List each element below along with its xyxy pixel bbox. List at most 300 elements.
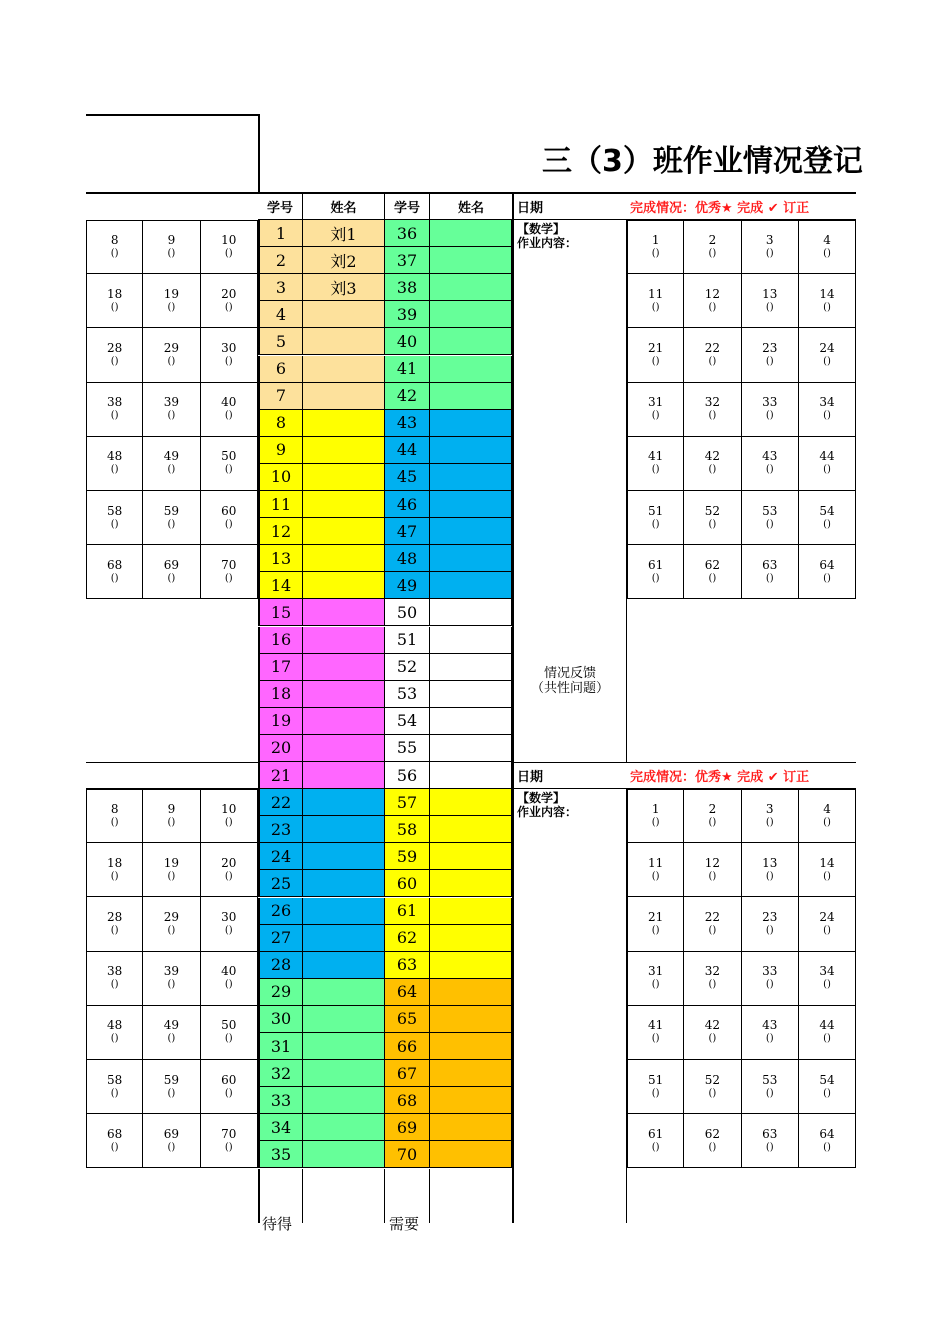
- mark-slot[interactable]: (): [224, 979, 233, 991]
- student-cell-right: [684, 491, 741, 545]
- student-number: 54: [819, 1072, 835, 1087]
- student-number: 38: [107, 964, 123, 979]
- mark-slot[interactable]: (): [167, 1033, 176, 1045]
- student-cell-left: [201, 545, 258, 599]
- mark-slot[interactable]: (): [651, 464, 660, 476]
- student-number: 40: [221, 395, 237, 410]
- student-number: 58: [107, 503, 123, 518]
- student-number: 51: [648, 1072, 664, 1087]
- roster-id: 13: [258, 545, 303, 572]
- mark-slot[interactable]: (): [167, 1087, 176, 1099]
- roster-id: 12: [258, 518, 303, 545]
- student-cell-right: [684, 789, 741, 843]
- student-number: 10: [221, 233, 237, 248]
- roster-id: 6: [258, 356, 303, 383]
- roster-name: [303, 491, 385, 518]
- roster-id: 8: [258, 410, 303, 437]
- student-cell-right: [627, 897, 684, 951]
- roster-id: 46: [385, 491, 430, 518]
- student-number: 32: [704, 964, 721, 979]
- roster-name: [303, 762, 385, 789]
- mark-slot[interactable]: (): [765, 1033, 774, 1045]
- student-cell-right: [799, 220, 856, 274]
- student-cell-right: [799, 1114, 856, 1168]
- mark-slot[interactable]: (): [224, 817, 233, 829]
- student-cell-right: [684, 897, 741, 951]
- student-cell-right: [799, 383, 856, 437]
- homework-subject: 【数学】: [517, 222, 566, 236]
- mark-slot[interactable]: (): [823, 1033, 831, 1045]
- roster-id: 44: [385, 437, 430, 464]
- student-number: 29: [163, 909, 180, 924]
- roster-id: 57: [385, 789, 430, 816]
- student-number: 24: [819, 340, 835, 355]
- student-number: 10: [221, 802, 237, 817]
- roster-name: [303, 870, 385, 897]
- roster-name: 刘3: [303, 274, 385, 301]
- mark-slot[interactable]: (): [110, 464, 119, 476]
- roster-id: 16: [258, 627, 303, 654]
- mark-slot[interactable]: (): [823, 572, 831, 584]
- student-cell-right: [684, 220, 741, 274]
- student-number: 21: [648, 909, 664, 924]
- homework-content-box: [512, 789, 627, 1169]
- roster-id: 17: [258, 654, 303, 681]
- mark-slot[interactable]: (): [708, 1087, 717, 1099]
- student-number: 42: [704, 449, 721, 464]
- mark-slot[interactable]: (): [823, 870, 831, 882]
- mark-slot[interactable]: (): [708, 572, 717, 584]
- roster-name: [303, 816, 385, 843]
- mark-slot[interactable]: (): [765, 979, 774, 991]
- mark-slot[interactable]: (): [823, 248, 831, 260]
- roster-id: 52: [385, 654, 430, 681]
- mark-slot[interactable]: (): [823, 410, 831, 422]
- feedback-input-area: [627, 600, 856, 762]
- student-cell-right: [799, 545, 856, 599]
- student-cell-left: [143, 437, 200, 491]
- student-cell-left: [86, 491, 143, 545]
- cut-off-text-left: 待得: [262, 1215, 293, 1233]
- student-number: 32: [704, 395, 721, 410]
- student-cell-left: [201, 952, 258, 1006]
- roster-name: [430, 1087, 512, 1114]
- feedback-box: [512, 600, 627, 762]
- mark-slot[interactable]: (): [823, 301, 831, 313]
- student-number: 24: [819, 909, 835, 924]
- roster-id: 35: [258, 1141, 303, 1168]
- roster-id: 33: [258, 1087, 303, 1114]
- mark-slot[interactable]: (): [823, 1141, 831, 1153]
- student-number: 13: [762, 855, 778, 870]
- mark-slot[interactable]: (): [651, 817, 660, 829]
- student-number: 18: [107, 855, 123, 870]
- student-cell-left: [143, 952, 200, 1006]
- mark-slot[interactable]: (): [765, 410, 774, 422]
- mark-slot[interactable]: (): [708, 301, 717, 313]
- roster-name: [303, 301, 385, 328]
- roster-name: [303, 464, 385, 491]
- student-cell-left: [143, 897, 200, 951]
- mark-slot[interactable]: (): [224, 870, 233, 882]
- student-number: 41: [648, 449, 664, 464]
- roster-id: 41: [385, 356, 430, 383]
- mark-slot[interactable]: (): [110, 248, 119, 260]
- student-cell-right: [742, 328, 799, 382]
- mark-slot[interactable]: (): [765, 870, 774, 882]
- roster-id: 5: [258, 328, 303, 355]
- student-cell-left: [143, 274, 200, 328]
- student-cell-left: [201, 843, 258, 897]
- mark-slot[interactable]: (): [823, 817, 831, 829]
- mark-slot[interactable]: (): [167, 301, 176, 313]
- mark-slot[interactable]: (): [224, 924, 233, 936]
- mark-slot[interactable]: (): [224, 1033, 233, 1045]
- roster-id: 60: [385, 870, 430, 897]
- student-number: 21: [648, 340, 664, 355]
- mark-slot[interactable]: (): [765, 248, 774, 260]
- roster-name: [430, 708, 512, 735]
- student-number: 3: [765, 233, 774, 248]
- roster-id: 9: [258, 437, 303, 464]
- student-cell-right: [742, 545, 799, 599]
- student-cell-right: [742, 383, 799, 437]
- mark-slot[interactable]: (): [167, 870, 176, 882]
- mark-slot[interactable]: (): [167, 572, 176, 584]
- student-cell-right: [742, 1006, 799, 1060]
- mark-slot[interactable]: (): [651, 248, 660, 260]
- student-number: 44: [819, 1018, 835, 1033]
- student-cell-left: [143, 491, 200, 545]
- roster-name: [430, 599, 512, 626]
- mark-slot[interactable]: (): [110, 1141, 119, 1153]
- header-id-1: 学号: [258, 193, 303, 220]
- mark-slot[interactable]: (): [765, 1087, 774, 1099]
- roster-name: [430, 979, 512, 1006]
- student-cell-right: [627, 274, 684, 328]
- mark-slot[interactable]: (): [110, 572, 119, 584]
- roster-id: 67: [385, 1060, 430, 1087]
- roster-name: [303, 599, 385, 626]
- mark-slot[interactable]: (): [224, 572, 233, 584]
- student-number: 33: [762, 395, 778, 410]
- mark-slot[interactable]: (): [765, 301, 774, 313]
- mark-slot[interactable]: (): [708, 870, 717, 882]
- roster-name: [303, 1033, 385, 1060]
- student-cell-left: [86, 437, 143, 491]
- roster-name: [430, 220, 512, 247]
- roster-id: 42: [385, 383, 430, 410]
- roster-id: 70: [385, 1141, 430, 1168]
- mark-slot[interactable]: (): [224, 301, 233, 313]
- feedback-label: 情况反馈: [543, 666, 596, 681]
- roster-name: [430, 328, 512, 355]
- student-number: 60: [221, 1072, 237, 1087]
- student-number: 23: [762, 909, 778, 924]
- student-number: 69: [163, 557, 180, 572]
- mark-slot[interactable]: (): [708, 518, 717, 530]
- mark-slot[interactable]: (): [708, 817, 717, 829]
- roster-id: 58: [385, 816, 430, 843]
- roster-id: 10: [258, 464, 303, 491]
- mark-slot[interactable]: (): [651, 924, 660, 936]
- roster-name: [430, 572, 512, 599]
- student-number: 22: [704, 340, 721, 355]
- mark-slot[interactable]: (): [110, 518, 119, 530]
- roster-id: 11: [258, 491, 303, 518]
- mark-slot[interactable]: (): [765, 518, 774, 530]
- mark-slot[interactable]: (): [167, 518, 176, 530]
- roster-id: 40: [385, 328, 430, 355]
- student-number: 12: [704, 286, 721, 301]
- student-cell-right: [627, 1060, 684, 1114]
- roster-name: [303, 735, 385, 762]
- mark-slot[interactable]: (): [110, 410, 119, 422]
- roster-name: [430, 437, 512, 464]
- student-cell-right: [684, 1006, 741, 1060]
- student-cell-left: [143, 383, 200, 437]
- roster-name: [430, 383, 512, 410]
- mark-slot[interactable]: (): [167, 355, 176, 367]
- mark-slot[interactable]: (): [823, 355, 831, 367]
- student-number: 39: [163, 395, 180, 410]
- mark-slot[interactable]: (): [651, 1033, 660, 1045]
- student-cell-right: [742, 274, 799, 328]
- mark-slot[interactable]: (): [110, 301, 119, 313]
- mark-slot[interactable]: (): [651, 870, 660, 882]
- student-number: 48: [107, 1018, 123, 1033]
- student-cell-right: [627, 328, 684, 382]
- roster-id: 47: [385, 518, 430, 545]
- student-number: 30: [221, 340, 237, 355]
- student-number: 4: [823, 802, 831, 817]
- student-cell-left: [86, 545, 143, 599]
- status-legend: 完成情况：优秀★ 完成 ✔ 订正: [627, 762, 856, 789]
- student-cell-right: [742, 789, 799, 843]
- homework-content-label: 作业内容：: [517, 236, 578, 250]
- mark-slot[interactable]: (): [167, 817, 176, 829]
- mark-slot[interactable]: (): [651, 301, 660, 313]
- student-cell-left: [86, 789, 143, 843]
- feedback-sublabel: （共性问题）: [530, 681, 609, 696]
- mark-slot[interactable]: (): [765, 1141, 774, 1153]
- mark-slot[interactable]: (): [224, 1141, 233, 1153]
- student-cell-left: [201, 383, 258, 437]
- student-cell-right: [684, 952, 741, 1006]
- roster-id: 18: [258, 681, 303, 708]
- student-number: 34: [819, 964, 835, 979]
- mark-slot[interactable]: (): [708, 979, 717, 991]
- student-cell-right: [799, 952, 856, 1006]
- student-number: 2: [708, 802, 717, 817]
- roster-name: 刘2: [303, 247, 385, 274]
- mark-slot[interactable]: (): [651, 1087, 660, 1099]
- mark-slot[interactable]: (): [708, 248, 717, 260]
- student-number: 49: [163, 449, 180, 464]
- mark-slot[interactable]: (): [651, 518, 660, 530]
- mark-slot[interactable]: (): [224, 518, 233, 530]
- roster-name: [303, 843, 385, 870]
- student-number: 31: [648, 964, 664, 979]
- student-number: 64: [819, 1126, 835, 1141]
- mark-slot[interactable]: (): [765, 924, 774, 936]
- student-cell-left: [86, 897, 143, 951]
- student-cell-left: [143, 1060, 200, 1114]
- roster-id: 62: [385, 925, 430, 952]
- mark-slot[interactable]: (): [823, 924, 831, 936]
- roster-name: [430, 274, 512, 301]
- roster-name: [430, 627, 512, 654]
- mark-slot[interactable]: (): [765, 464, 774, 476]
- mark-slot[interactable]: (): [167, 410, 176, 422]
- student-cell-right: [799, 843, 856, 897]
- student-number: 59: [163, 1072, 180, 1087]
- student-cell-right: [627, 491, 684, 545]
- mark-slot[interactable]: (): [110, 1033, 119, 1045]
- mark-slot[interactable]: (): [110, 355, 119, 367]
- mark-slot[interactable]: (): [224, 1087, 233, 1099]
- student-cell-left: [201, 789, 258, 843]
- roster-name: [430, 545, 512, 572]
- student-cell-left: [86, 843, 143, 897]
- student-number: 11: [648, 286, 664, 301]
- mark-slot[interactable]: (): [708, 355, 717, 367]
- mark-slot[interactable]: (): [110, 870, 119, 882]
- student-number: 11: [648, 855, 664, 870]
- mark-slot[interactable]: (): [167, 924, 176, 936]
- roster-id: 4: [258, 301, 303, 328]
- student-number: 2: [708, 233, 717, 248]
- mark-slot[interactable]: (): [823, 518, 831, 530]
- roster-id: 3: [258, 274, 303, 301]
- student-cell-right: [742, 491, 799, 545]
- student-cell-right: [627, 545, 684, 599]
- mark-slot[interactable]: (): [651, 410, 660, 422]
- roster-id: 68: [385, 1087, 430, 1114]
- mark-slot[interactable]: (): [708, 464, 717, 476]
- student-cell-left: [143, 789, 200, 843]
- cut-off-text-right: 需要: [389, 1215, 420, 1233]
- student-number: 22: [704, 909, 721, 924]
- roster-id: 53: [385, 681, 430, 708]
- mark-slot[interactable]: (): [167, 464, 176, 476]
- mark-slot[interactable]: (): [823, 1087, 831, 1099]
- student-cell-right: [627, 789, 684, 843]
- roster-id: 28: [258, 952, 303, 979]
- homework-extra-cell: [512, 1169, 627, 1223]
- mark-slot[interactable]: (): [110, 924, 119, 936]
- roster-id: 7: [258, 383, 303, 410]
- roster-name: [303, 518, 385, 545]
- mark-slot[interactable]: (): [224, 355, 233, 367]
- roster-id: 32: [258, 1060, 303, 1087]
- mark-slot[interactable]: (): [167, 248, 176, 260]
- roster-id: 56: [385, 762, 430, 789]
- student-number: 8: [110, 233, 119, 248]
- student-number: 63: [762, 1126, 778, 1141]
- roster-id: 31: [258, 1033, 303, 1060]
- mark-slot[interactable]: (): [224, 464, 233, 476]
- student-number: 33: [762, 964, 778, 979]
- roster-id: 36: [385, 220, 430, 247]
- mark-slot[interactable]: (): [823, 979, 831, 991]
- roster-id: 49: [385, 572, 430, 599]
- roster-name: [430, 356, 512, 383]
- mark-slot[interactable]: (): [823, 464, 831, 476]
- student-cell-left: [201, 220, 258, 274]
- header-name-2: 姓名: [430, 193, 512, 220]
- mark-slot[interactable]: (): [110, 817, 119, 829]
- mark-slot[interactable]: (): [167, 1141, 176, 1153]
- roster-name: 刘1: [303, 220, 385, 247]
- roster-id: 30: [258, 1006, 303, 1033]
- roster-name: [430, 843, 512, 870]
- roster-id: 29: [258, 979, 303, 1006]
- roster-name: [303, 925, 385, 952]
- student-cell-right: [742, 843, 799, 897]
- student-number: 44: [819, 449, 835, 464]
- mark-slot[interactable]: (): [765, 817, 774, 829]
- student-number: 20: [221, 855, 237, 870]
- page-title: 三（3）班作业情况登记: [542, 144, 863, 179]
- mark-slot[interactable]: (): [765, 355, 774, 367]
- roster-id: 65: [385, 1006, 430, 1033]
- student-cell-right: [799, 897, 856, 951]
- student-cell-right: [627, 843, 684, 897]
- mark-slot[interactable]: (): [224, 410, 233, 422]
- roster-id: 27: [258, 925, 303, 952]
- mark-slot[interactable]: (): [708, 410, 717, 422]
- roster-id: 69: [385, 1114, 430, 1141]
- student-number: 18: [107, 286, 123, 301]
- student-number: 40: [221, 964, 237, 979]
- roster-id: 1: [258, 220, 303, 247]
- roster-name: [303, 1087, 385, 1114]
- roster-name: [430, 1141, 512, 1168]
- student-cell-left: [143, 545, 200, 599]
- mark-slot[interactable]: (): [651, 1141, 660, 1153]
- mark-slot[interactable]: (): [651, 979, 660, 991]
- mark-slot[interactable]: (): [224, 248, 233, 260]
- roster-id: 19: [258, 708, 303, 735]
- student-number: 61: [648, 557, 664, 572]
- mark-slot[interactable]: (): [708, 1033, 717, 1045]
- student-cell-left: [86, 220, 143, 274]
- roster-id: 22: [258, 789, 303, 816]
- student-number: 4: [823, 233, 831, 248]
- roster-name: [430, 870, 512, 897]
- mark-slot[interactable]: (): [167, 979, 176, 991]
- roster-name: [303, 654, 385, 681]
- mark-slot[interactable]: (): [651, 572, 660, 584]
- student-cell-left: [86, 1060, 143, 1114]
- homework-content-box: [512, 220, 627, 600]
- mark-slot[interactable]: (): [651, 355, 660, 367]
- mark-slot[interactable]: (): [708, 924, 717, 936]
- student-number: 68: [107, 1126, 123, 1141]
- mark-slot[interactable]: (): [110, 979, 119, 991]
- roster-name: [430, 1114, 512, 1141]
- mark-slot[interactable]: (): [110, 1087, 119, 1099]
- mark-slot[interactable]: (): [765, 572, 774, 584]
- student-number: 30: [221, 909, 237, 924]
- roster-name: [303, 1141, 385, 1168]
- roster-name: [430, 518, 512, 545]
- student-number: 28: [107, 909, 123, 924]
- student-number: 68: [107, 557, 123, 572]
- mark-slot[interactable]: (): [708, 1141, 717, 1153]
- roster-name: [303, 437, 385, 464]
